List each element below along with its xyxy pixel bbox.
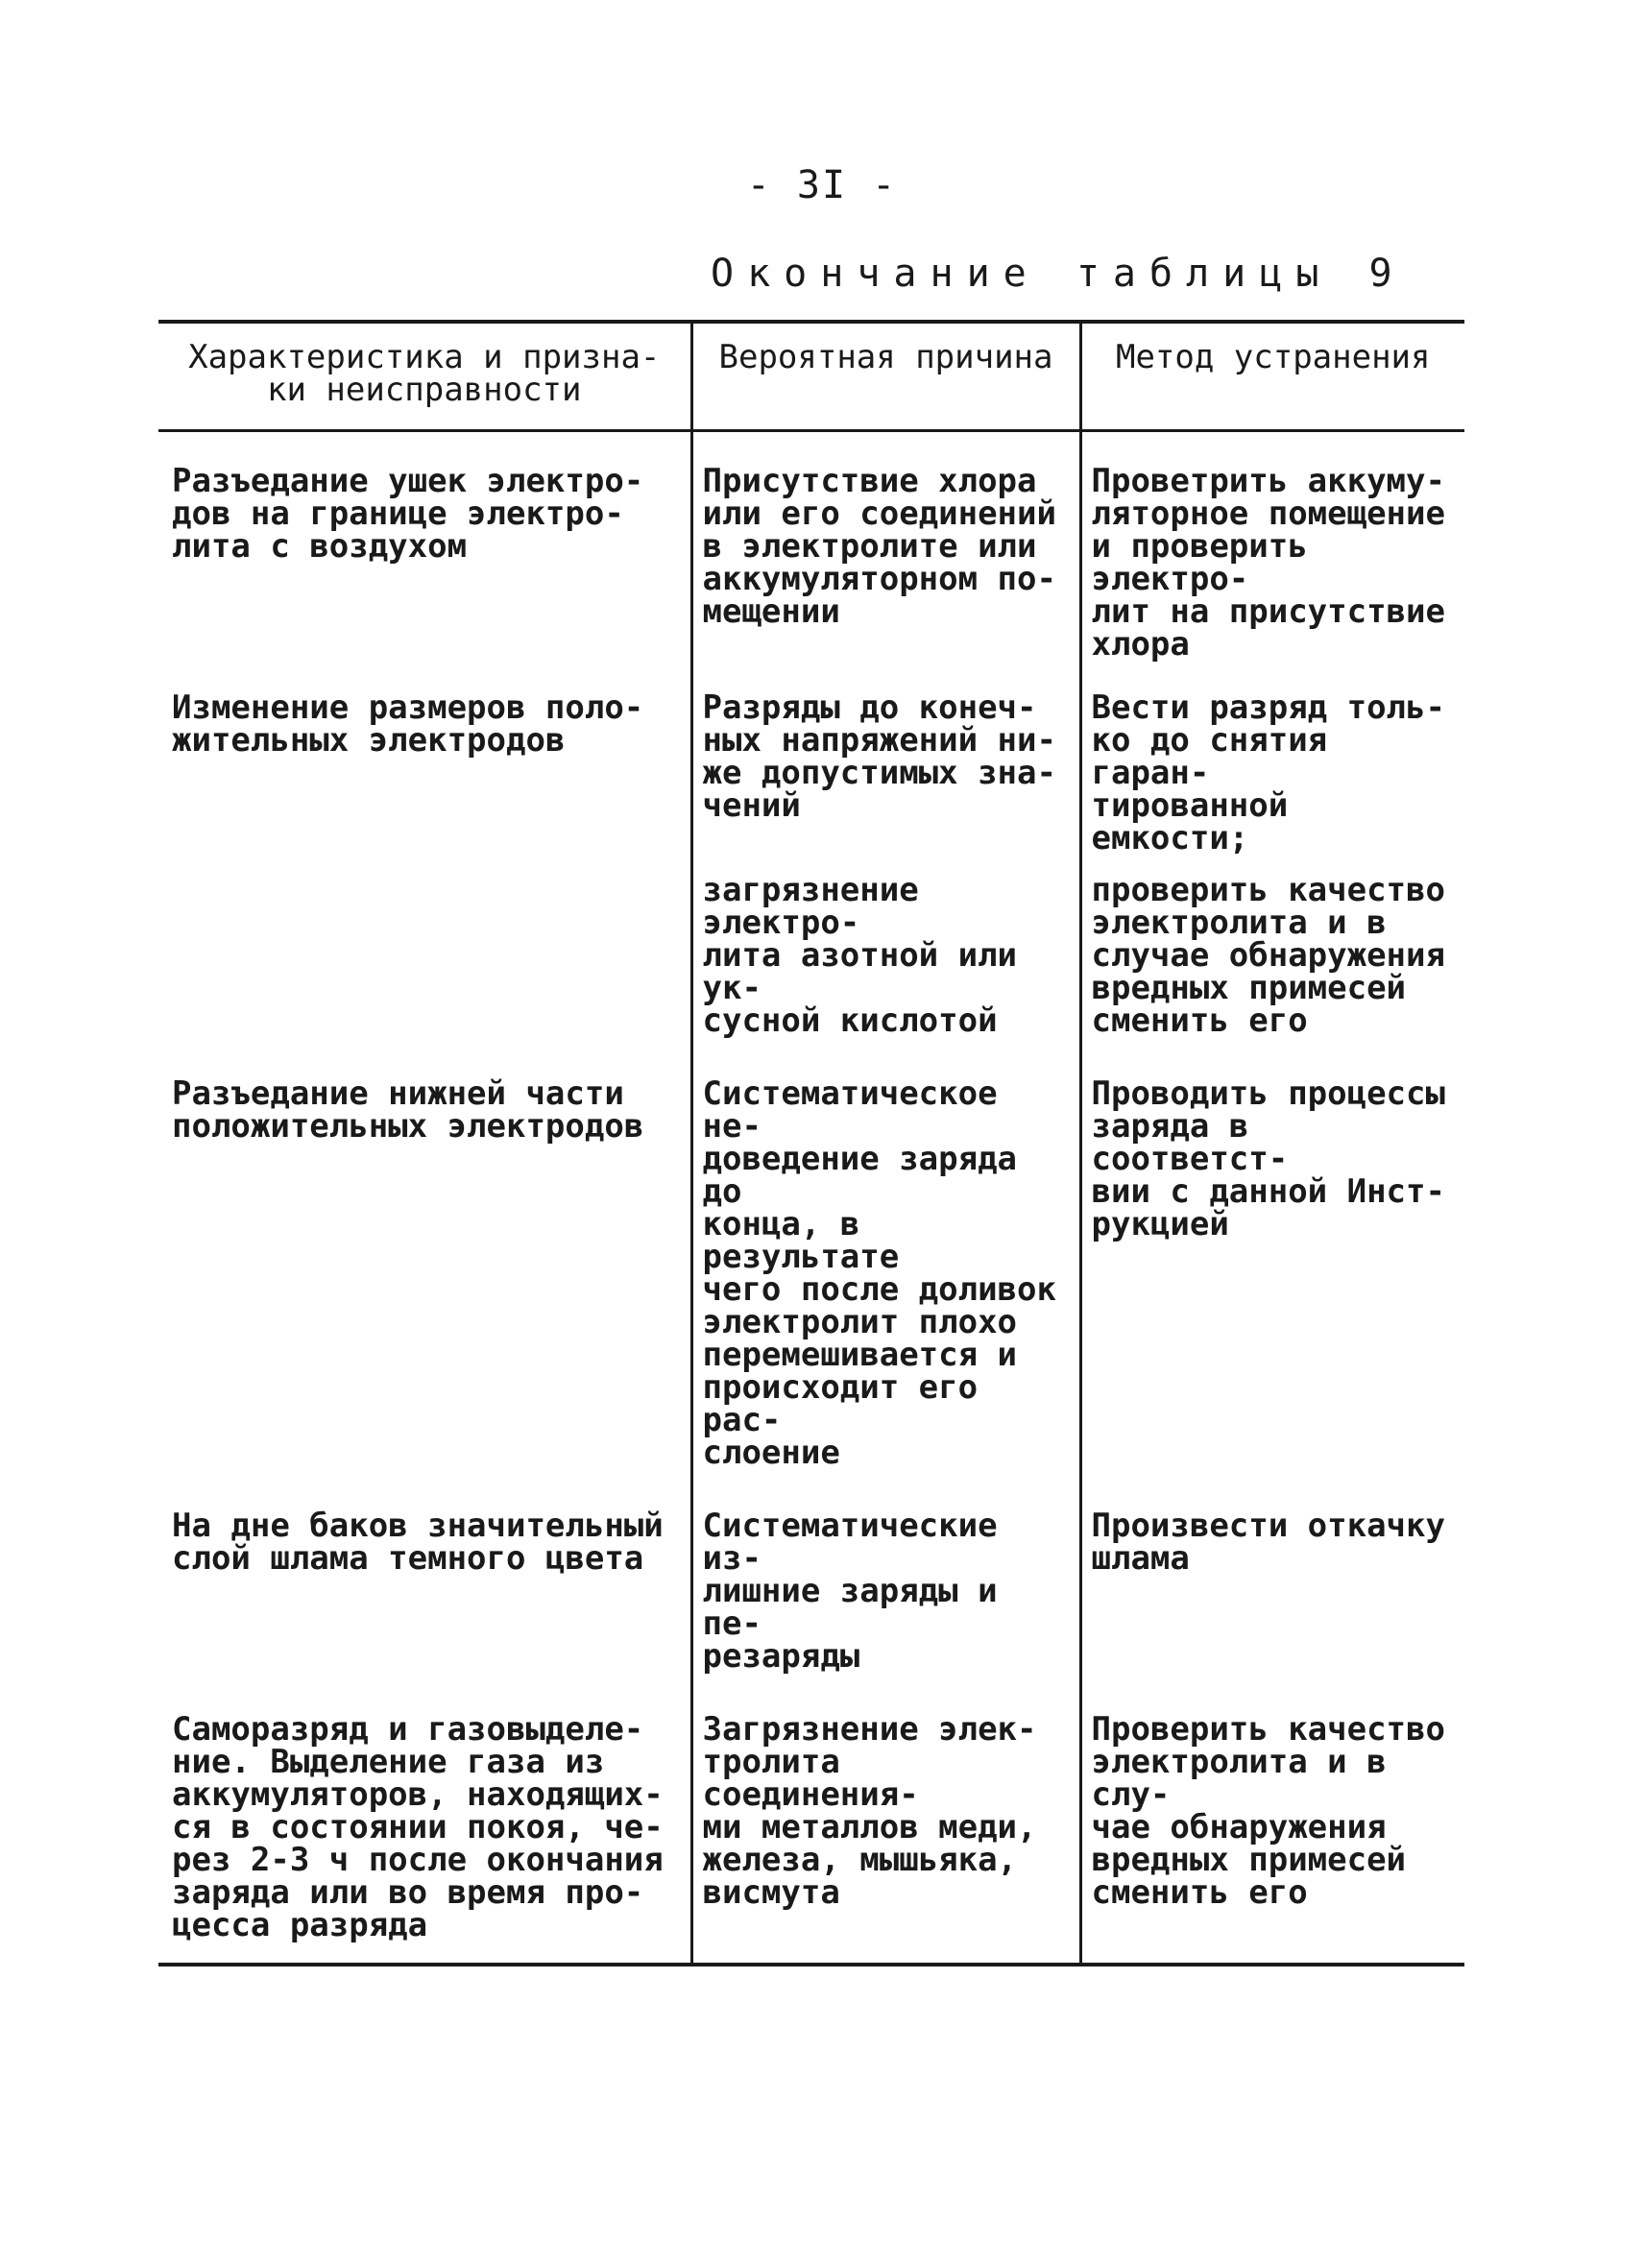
cause-cell: Систематическое не- доведение заряда до конца, в результате чего после доливок электролит плохо перемешивается и происходит его рас- слоение [691, 1058, 1080, 1490]
page-number: - 3I - [746, 163, 898, 207]
cause-cell: Систематические из- лишние заряды и пе- резаряды [691, 1490, 1080, 1694]
table-row [158, 1694, 1464, 1965]
table-row [158, 682, 1464, 855]
symptom-cell: Разъедание нижней части положительных электродов [172, 1074, 644, 1146]
table-row [158, 1058, 1464, 1490]
cause-cell: Загрязнение элек- тролита соединения- ми металлов меди, железа, мышьяка, висмута [691, 1694, 1080, 1965]
table-header-row [158, 322, 1464, 431]
remedy-cell: Произвести откачку шлама [1080, 1490, 1464, 1694]
cause-cell: загрязнение электро- лита азотной или ук- сусной кислотой [691, 855, 1080, 1058]
symptom-cell: Разъедание ушек электро- дов на границе электро- лита с воздухом [172, 462, 644, 566]
remedy-cell: Проверить качество электролита и в слу- чае обнаружения вредных примесей сменить его [1080, 1694, 1464, 1965]
table-container [158, 320, 1464, 1966]
header-remedy: Метод устранения [1080, 322, 1464, 431]
cause-cell: Присутствие хлора или его соединений в электролите или аккумуляторном по- мещении [691, 431, 1080, 683]
defects-table [158, 320, 1464, 1966]
header-cause: Вероятная причина [691, 322, 1080, 431]
remedy-cell: Проводить процессы заряда в соответст- вии с данной Инст- рукцией [1080, 1058, 1464, 1490]
symptom-cell [158, 855, 691, 1058]
table-row [158, 855, 1464, 1058]
table-row [158, 431, 1464, 683]
remedy-cell: Вести разряд толь- ко до снятия гаран- тированной емкости; [1080, 682, 1464, 855]
symptom-cell: Изменение размеров поло- жительных электродов [172, 688, 644, 760]
remedy-cell: проверить качество электролита и в случае обнаружения вредных примесей сменить его [1080, 855, 1464, 1058]
cause-cell: Разряды до конеч- ных напряжений ни- же допустимых зна- чений [691, 682, 1080, 855]
symptom-cell: На дне баков значительный слой шлама темного цвета [172, 1507, 664, 1578]
table-caption: Окончание таблицы 9 [711, 252, 1406, 296]
header-symptom: Характеристика и призна- ки неисправности [158, 322, 691, 431]
remedy-cell: Проветрить аккуму- ляторное помещение и проверить электро- лит на присутствие хлора [1080, 431, 1464, 683]
symptom-cell: Саморазряд и газовыделе- ние. Выделение газа из аккумуляторов, находящих- ся в состоянии покоя, че- рез 2-3 ч после окончания заряда или во время про- цесса разряда [158, 1694, 691, 1965]
table-row [158, 1490, 1464, 1694]
